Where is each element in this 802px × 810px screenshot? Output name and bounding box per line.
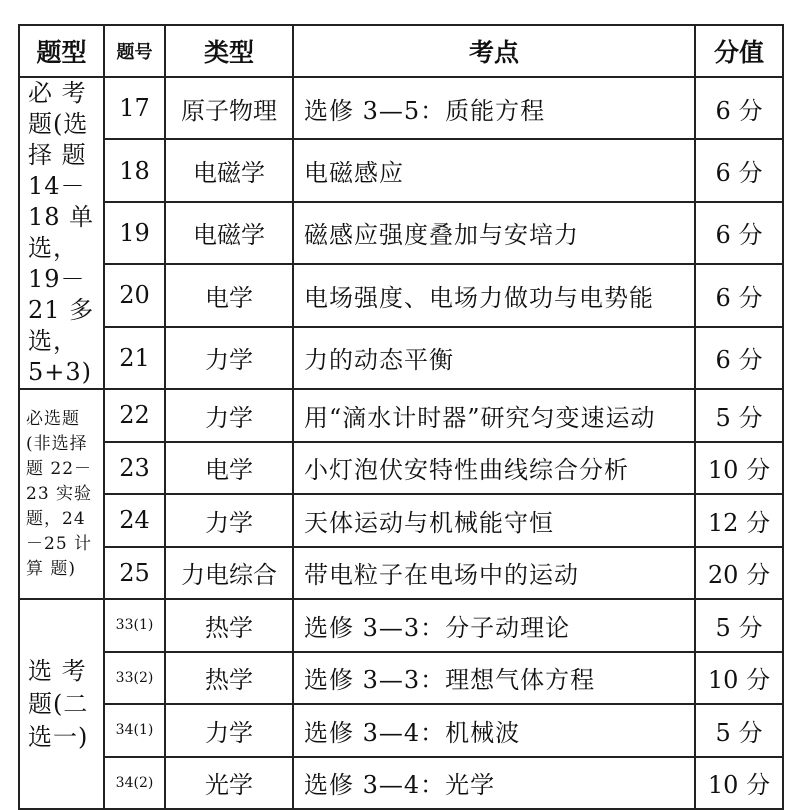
- question-score: 10 分: [695, 442, 783, 495]
- question-score: 6 分: [695, 77, 783, 139]
- question-score: 5 分: [695, 389, 783, 442]
- question-topic: 用“滴水计时器”研究匀变速运动: [293, 389, 695, 442]
- question-number: 21: [104, 327, 165, 389]
- question-topic: 小灯泡伏安特性曲线综合分析: [293, 442, 695, 495]
- header-topic: 考点: [293, 25, 695, 77]
- question-score: 12 分: [695, 494, 783, 547]
- question-topic: 电磁感应: [293, 139, 695, 201]
- question-category: 光学: [165, 757, 293, 810]
- question-category: 电学: [165, 442, 293, 495]
- question-category: 电学: [165, 264, 293, 326]
- question-score: 6 分: [695, 202, 783, 264]
- question-topic: 天体运动与机械能守恒: [293, 494, 695, 547]
- table-row: [19, 327, 783, 389]
- table-row: [19, 264, 783, 326]
- table-row: [19, 139, 783, 201]
- question-topic: 选修 3—3：分子动理论: [293, 599, 695, 652]
- table-row: [19, 547, 783, 600]
- question-number: 22: [104, 389, 165, 442]
- table-row: [19, 442, 783, 495]
- question-score: 6 分: [695, 264, 783, 326]
- question-category: 力学: [165, 327, 293, 389]
- table-row: [19, 704, 783, 757]
- question-score: 6 分: [695, 327, 783, 389]
- question-topic: 磁感应强度叠加与安培力: [293, 202, 695, 264]
- question-number: 23: [104, 442, 165, 495]
- question-number: 18: [104, 139, 165, 201]
- question-number: 34(1): [104, 704, 165, 757]
- question-number: 25: [104, 547, 165, 600]
- question-category: 力电综合: [165, 547, 293, 600]
- table-row: [19, 494, 783, 547]
- question-category: 原子物理: [165, 77, 293, 139]
- table-row: [19, 77, 783, 139]
- question-number: 19: [104, 202, 165, 264]
- question-number: 20: [104, 264, 165, 326]
- question-topic: 电场强度、电场力做功与电势能: [293, 264, 695, 326]
- question-category: 力学: [165, 389, 293, 442]
- question-topic: 带电粒子在电场中的运动: [293, 547, 695, 600]
- header-group: 题型: [19, 25, 104, 77]
- question-score: 5 分: [695, 704, 783, 757]
- question-topic: 选修 3—4：机械波: [293, 704, 695, 757]
- question-score: 20 分: [695, 547, 783, 600]
- group-elective: 选 考 题(二 选一): [19, 599, 104, 809]
- question-category: 电磁学: [165, 139, 293, 201]
- question-category: 电磁学: [165, 202, 293, 264]
- question-topic: 力的动态平衡: [293, 327, 695, 389]
- header-number: 题号: [104, 25, 165, 77]
- table-row: [19, 652, 783, 705]
- question-topic: 选修 3—4：光学: [293, 757, 695, 810]
- table-row: [19, 202, 783, 264]
- group-required-nonchoice: 必选题 (非选择 题 22－23 实验 题，24－25 计算 题): [19, 389, 104, 599]
- header-row: [19, 25, 783, 77]
- exam-analysis-table: [18, 24, 784, 810]
- question-score: 10 分: [695, 652, 783, 705]
- question-number: 33(2): [104, 652, 165, 705]
- question-score: 6 分: [695, 139, 783, 201]
- question-category: 力学: [165, 494, 293, 547]
- header-score: 分值: [695, 25, 783, 77]
- group-required-choice: 必 考 题(选 择 题 14－18 单选， 19－21 多选， 5+3): [19, 77, 104, 389]
- question-score: 10 分: [695, 757, 783, 810]
- question-number: 24: [104, 494, 165, 547]
- question-category: 力学: [165, 704, 293, 757]
- table-row: [19, 757, 783, 810]
- question-score: 5 分: [695, 599, 783, 652]
- table-row: [19, 389, 783, 442]
- table-row: [19, 599, 783, 652]
- question-category: 热学: [165, 652, 293, 705]
- header-category: 类型: [165, 25, 293, 77]
- question-topic: 选修 3—5：质能方程: [293, 77, 695, 139]
- question-number: 17: [104, 77, 165, 139]
- question-topic: 选修 3—3：理想气体方程: [293, 652, 695, 705]
- question-category: 热学: [165, 599, 293, 652]
- question-number: 33(1): [104, 599, 165, 652]
- question-number: 34(2): [104, 757, 165, 810]
